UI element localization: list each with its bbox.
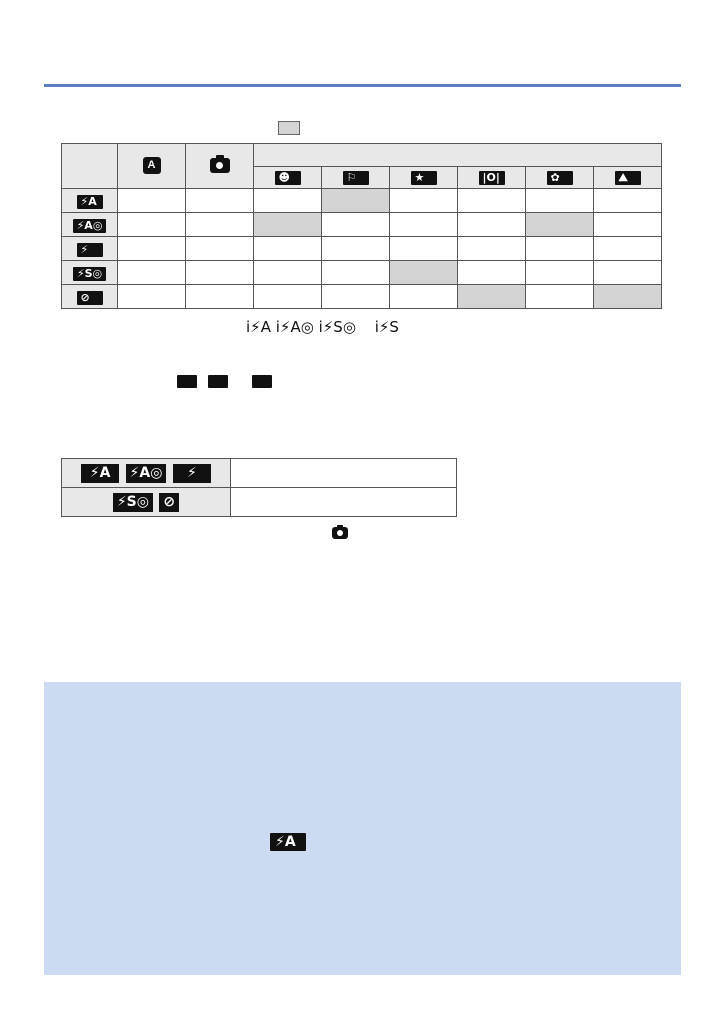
flash-mode-icon: ⊘ [77,291,103,305]
night-scenery-icon: ⛰ [615,171,641,185]
available-cell [186,285,254,309]
scene-header-food [458,166,526,189]
scene-header-sports [322,166,390,189]
available-cell [254,261,322,285]
scene-header-flower [526,166,594,189]
available-cell [594,261,662,285]
portrait-icon: ☻ [275,171,301,185]
available-cell [526,285,594,309]
ia-flash-auto-mode: i⚡A [246,318,271,336]
unavailable-cell [526,213,594,237]
available-cell [526,237,594,261]
flower-icon: ✿ [547,171,573,185]
scene-header-night-scenery [594,166,662,189]
camera-icon [210,158,230,173]
intelligent-auto-icon: A [143,157,161,174]
unavailable-legend-swatch [278,121,300,135]
available-cell [594,189,662,213]
flash-mode-icon: ⚡A [77,195,103,209]
ia-flash-slow-mode: i⚡S [374,318,399,336]
tip-panel [44,682,681,975]
availability-rows [62,189,662,309]
slow-sync-red-eye-icon: ⚡S◎ [113,493,153,512]
intelligent-flash-modes-note [246,318,399,336]
ia-flash-slow-red-eye-mode: i⚡S◎ [318,318,356,336]
food-icon: |O| [479,171,505,185]
available-cell [458,189,526,213]
availability-row [62,189,662,213]
available-cell [594,237,662,261]
available-cell [254,189,322,213]
available-cell [322,261,390,285]
available-cell [118,237,186,261]
scene-header-night-portrait [390,166,458,189]
available-cell [118,189,186,213]
flash-mode-row-header [62,261,118,285]
available-cell [254,237,322,261]
available-cell [526,261,594,285]
unavailable-cell [322,189,390,213]
flash-off-icon: ⊘ [159,493,179,512]
corner-header [62,144,118,189]
unavailable-cell [594,285,662,309]
sync-row-1-icons [62,459,231,488]
scene-header-portrait [254,166,322,189]
availability-row [62,237,662,261]
flash-mode-row-header [62,285,118,309]
night-portrait-icon: ★ [411,171,437,185]
sunset-icon [252,375,272,388]
available-cell [118,261,186,285]
available-cell [390,237,458,261]
ia-flash-red-eye-mode: i⚡A◎ [275,318,314,336]
unavailable-cell [254,213,322,237]
available-cell [322,213,390,237]
available-cell [254,285,322,309]
available-cell [458,213,526,237]
sync-row-1-description [231,459,457,488]
sports-icon: ⚐ [343,171,369,185]
flash-availability-table [61,143,662,309]
flash-sync-table [61,458,457,517]
available-cell [390,285,458,309]
unavailable-cell [458,285,526,309]
camera-mode-icon [332,527,348,539]
flash-mode-row-header [62,189,118,213]
available-cell [186,213,254,237]
mode-header-intelligent-auto [118,144,186,189]
available-cell [118,285,186,309]
section-top-rule [44,84,681,87]
scene-mode-group-header [254,144,662,167]
available-cell [186,261,254,285]
flash-mode-row-header [62,237,118,261]
available-cell [186,237,254,261]
flash-mode-row-header [62,213,118,237]
availability-row [62,213,662,237]
landscape-icons-note [174,372,275,390]
flash-forced-on-icon: ⚡ [173,464,211,483]
available-cell [118,213,186,237]
unavailable-cell [390,261,458,285]
flash-auto-icon: ⚡A [81,464,119,483]
mode-header-camera [186,144,254,189]
flash-mode-icon: ⚡S◎ [73,267,106,281]
availability-row [62,261,662,285]
available-cell [526,189,594,213]
flash-auto-icon-panel: ⚡A [270,833,306,851]
available-cell [594,213,662,237]
availability-row [62,285,662,309]
available-cell [186,189,254,213]
available-cell [458,237,526,261]
flash-auto-red-eye-icon: ⚡A◎ [126,464,167,483]
sync-row-2-icons [62,488,231,517]
available-cell [322,285,390,309]
available-cell [322,237,390,261]
sync-row-2-description [231,488,457,517]
flash-mode-icon: ⚡A◎ [73,219,107,233]
flash-mode-icon: ⚡ [77,243,103,257]
available-cell [458,261,526,285]
available-cell [390,189,458,213]
available-cell [390,213,458,237]
landscape-icon [177,375,197,388]
night-landscape-icon [208,375,228,388]
